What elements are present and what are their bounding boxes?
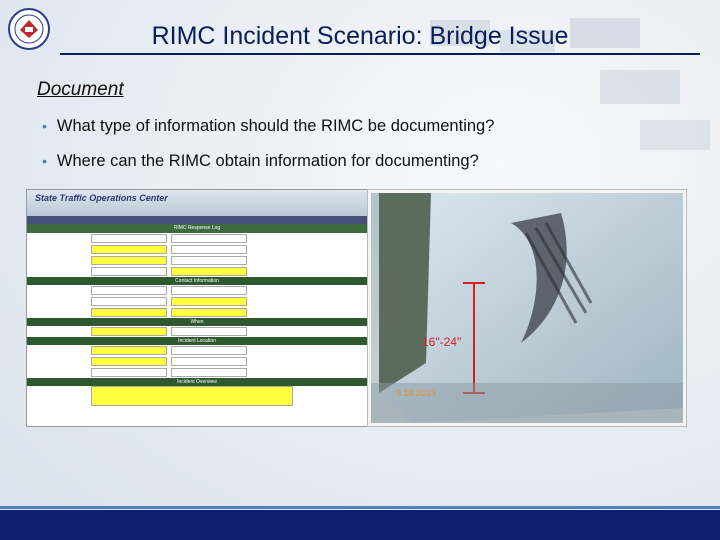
section-heading: Document	[37, 79, 124, 100]
form-row	[27, 356, 367, 367]
form-row	[27, 386, 367, 406]
form-section-band: Incident Location	[27, 337, 367, 345]
form-row	[27, 307, 367, 318]
form-row	[27, 255, 367, 266]
footer-bar	[0, 510, 720, 540]
form-panel-title: RIMC Response Log	[27, 224, 367, 233]
bullet-item	[42, 117, 494, 136]
bullet-item	[42, 152, 494, 171]
slide-title: RIMC Incident Scenario: Bridge Issue	[151, 22, 569, 50]
title-underline	[60, 53, 700, 55]
bullet-list	[42, 117, 494, 187]
form-row	[27, 367, 367, 378]
form-row	[27, 233, 367, 244]
form-section-band: Incident Overview	[27, 378, 367, 386]
bullet-icon: •	[42, 153, 47, 169]
measurement-label: 16"-24"	[422, 335, 462, 349]
bullet-text: Where can the RIMC obtain information for documenting?	[56, 152, 479, 170]
form-nav-bar	[27, 216, 367, 224]
form-header-logo: State Traffic Operations Center	[35, 193, 168, 203]
form-section-band: When	[27, 318, 367, 326]
form-section-band: Contact Information	[27, 277, 367, 285]
bullet-icon: •	[42, 118, 47, 134]
form-row	[27, 296, 367, 307]
form-row	[27, 285, 367, 296]
response-log-screenshot	[26, 189, 368, 427]
form-row	[27, 266, 367, 277]
photo-timestamp: 9.18.2013	[396, 388, 437, 398]
form-header	[27, 190, 367, 216]
bullet-text: What type of information should the RIMC be documenting?	[56, 117, 495, 135]
form-row	[27, 345, 367, 356]
bridge-damage-photo	[367, 189, 687, 427]
form-row	[27, 326, 367, 337]
form-row	[27, 244, 367, 255]
footer-accent-line	[0, 506, 720, 509]
